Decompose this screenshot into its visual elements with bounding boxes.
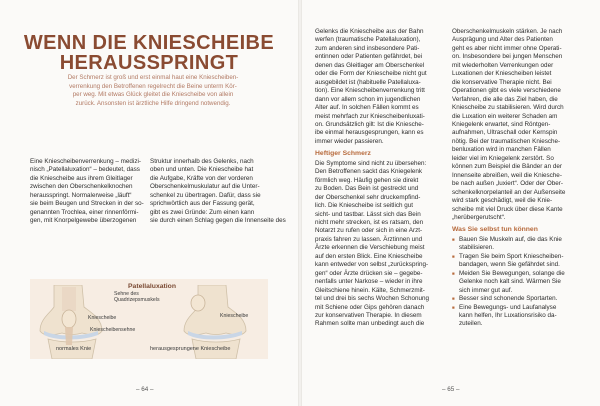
text-line: förmlich weg. Häufig gehen sie direkt: [315, 176, 419, 184]
label-kneecap-dislocated: Kniescheibe: [220, 313, 249, 319]
text-line: herausspringt. Normalerweise „läuft“: [30, 191, 132, 199]
text-line: sicht- und tastbar. Lässt sich das Bein: [315, 210, 421, 218]
text-line: denen das Gleitlager am Oberschenkel: [315, 61, 425, 69]
subheading-selbst-tun: Was Sie selbst tun können: [452, 226, 538, 234]
caption-dislocated-knee: herausgesprungene Kniescheibe: [150, 346, 231, 352]
text-line: mit Schiene oder Gips gehören danach: [315, 303, 425, 311]
text-line: genannten Trochlea, einer rinnenförmi-: [30, 208, 139, 216]
left-column-1: [30, 158, 144, 226]
text-line: be nach außen „luxiert“. Oder der Ober-: [452, 180, 563, 188]
text-line: scheibe mit viel Druck über diese Kante: [452, 205, 563, 213]
intro-line: verrenkung den Betroffenen regelrecht die Beine unterm Kör-: [69, 82, 237, 90]
text-line: Kniegelenk erwartet, sind Röntgen-: [452, 120, 551, 128]
femur-bone: [184, 285, 249, 335]
text-line: sprichwörtlich aus der Fassung gerät,: [150, 200, 255, 208]
text-line: können zum Beispiel die Bänder an der: [452, 163, 562, 171]
text-line: gibt es zwei Gründe: Zum einen kann: [150, 208, 255, 216]
text-line: Den Betroffenen sackt das Kniegelenk: [315, 168, 423, 176]
figure-title: Patellaluxation: [128, 283, 176, 290]
text-line: immer wieder passieren.: [315, 137, 384, 145]
label-kneecap: Kniescheibe: [88, 315, 117, 321]
text-line: on. Grundsätzlich gilt: Ist die Kniesche-: [315, 120, 424, 128]
text-line: tion). Eine Kniescheibenverrenkung tritt: [315, 87, 425, 95]
label-tendon: Sehne des Quadrizepsmuskels: [114, 291, 160, 303]
text-line: dann vor allem schon im jugendlichen: [315, 95, 421, 103]
text-line: Notarzt zu rufen oder sich in eine Arzt-: [315, 227, 423, 235]
text-line: Luxationen der Kniescheiben leistet: [452, 70, 552, 78]
title-line-2: HERAUSSPRINGT: [59, 52, 239, 74]
text-line: lich. Die Kniescheibe ist seitlich gut: [315, 202, 413, 210]
text-line: schenkelknorpelanteil an der Außenseite: [452, 188, 566, 196]
intro-line: Der Schmerz ist groß und erst einmal haut eine Kniescheiben-: [67, 74, 239, 81]
list-item: ■ Eine Bewegungs- und Laufanalyse kann helfen, Ihr Luxationsrisiko da- zuteilen.: [452, 304, 571, 329]
text-line: schenkel zu übertragen. Dafür, dass sie: [150, 191, 261, 199]
text-line: zu Boden. Das Bein ist gestreckt und: [315, 185, 419, 193]
text-line: kann entweder von selbst „zurückspring-: [315, 261, 429, 269]
text-line: wird stark geschädigt, weil die Knie-: [452, 197, 553, 205]
left-column-2: [150, 158, 286, 226]
text-line: nenfalls unter Narkose – wieder in ihre: [315, 278, 423, 286]
text-line: sie durch einen Schlag gegen die Innenseite des: [150, 217, 286, 225]
text-line: nisch „Patellaluxation“ – bedeutet, dass: [30, 166, 140, 174]
right-page: [302, 0, 600, 406]
title-line-1: WENN DIE KNIESCHEIBE: [23, 32, 275, 54]
text-line: Rahmen sollte man unbedingt auch die: [315, 320, 425, 328]
text-line: mit wiederholten Verrenkungen oder: [452, 61, 554, 69]
text-line: die Luxation ein weiterer Schaden am: [452, 112, 558, 120]
text-line: entinnen oder Patienten gefährdet, bei: [315, 53, 423, 61]
page-number-left: – 64 –: [136, 386, 154, 393]
text-line: ausgebildet ist (habituelle Patellaluxa-: [315, 78, 421, 86]
text-line: gen“ oder Ärzte drücken sie – gegebe-: [315, 269, 423, 277]
tendon-shape: [62, 287, 76, 311]
text-line: meist mehrfach zur Kniescheibenluxati-: [315, 112, 425, 120]
page-number-right: – 65 –: [442, 386, 460, 393]
text-line: tel und drei bis sechs Wochen Schonung: [315, 295, 429, 303]
text-line: Ärzte erkennen die Verschiebung meist: [315, 244, 425, 252]
list-item: ■ Tragen Sie beim Sport Kniescheiben- bandagen, wenn Sie gefährdet sind.: [452, 253, 571, 270]
list-item: ■ Meiden Sie Bewegungen, solange die Gelenke noch kalt sind. Wärmen Sie sich immer gut auf.: [452, 270, 571, 295]
text-line: Oberschenkelmuskeln stärken. Je nach: [452, 28, 563, 35]
text-line: zur konservativen Therapie. In diesem: [315, 311, 422, 319]
text-line: sie beim Beugen und Strecken in der so-: [30, 200, 144, 208]
text-line: auf den ersten Blick. Eine Kniescheibe: [315, 252, 423, 260]
text-line: Ausprägung und Alter des Patienten: [452, 36, 553, 44]
text-line: nicht mehr strecken, ist es ratsam, den: [315, 218, 424, 226]
text-line: gen, mit Knorpelgewebe überzogenen: [30, 217, 137, 225]
intro-line: zurück. Ansonsten ist ärztliche Hilfe dringend notwendig.: [75, 100, 231, 108]
text-line: die Kniescheibe aus ihrem Gleitlager: [30, 174, 133, 182]
tips-list: [452, 236, 571, 329]
list-item: ■ Besser sind schonende Sportarten.: [452, 295, 571, 303]
text-line: geht es aber nicht immer ohne Operati-: [452, 44, 562, 52]
text-line: Gelenks die Kniescheibe aus der Bahn: [315, 28, 424, 35]
text-line: ibe einmal herausgesprungen, kann es: [315, 129, 424, 137]
subheading-heftiger-schmerz: Heftiger Schmerz: [315, 150, 371, 158]
text-line: die konservative Therapie nicht. Bei: [452, 78, 552, 86]
kneecap-shape: [62, 310, 76, 328]
text-line: werfen (traumatische Patellaluxation),: [315, 36, 421, 44]
label-kneecap-tendon: Kniescheibensehne: [90, 327, 136, 333]
text-line: Eine Kniescheibenverrenkung – medizi-: [30, 158, 141, 165]
text-line: Operationen gibt es viele verschiedene: [452, 87, 561, 95]
list-item: ■ Bauen Sie Muskeln auf, die das Knie stabilisieren.: [452, 236, 571, 253]
text-line: „herübergerutscht“.: [452, 213, 506, 221]
text-line: zwischen den Oberschenkelknochen: [30, 183, 133, 191]
text-line: die Aufgabe, Kräfte von der vorderen: [150, 174, 253, 182]
caption-normal-knee: normales Knie: [56, 346, 92, 352]
text-line: Struktur innerhalb des Gelenks, nach: [150, 158, 254, 165]
text-line: praxis fahren zu lassen. Ärztinnen und: [315, 235, 423, 243]
text-line: leider viel im Kniegelenk zerstört. So: [452, 154, 554, 162]
text-line: Verfahren, die alle das Ziel haben, die: [452, 95, 558, 103]
text-line: der Oberschenkel sehr druckempfind-: [315, 193, 421, 201]
left-page: [0, 0, 298, 406]
text-line: Innenseite abreißen, weil die Kniesche-: [452, 171, 562, 179]
text-line: aufnahmen, Ultraschall oder Kernspin: [452, 129, 558, 137]
text-line: nötig. Bei der traumatischen Kniesche-: [452, 137, 561, 145]
intro-paragraph: [55, 74, 251, 109]
text-line: oben und unten. Die Kniescheibe hat: [150, 166, 254, 174]
text-line: Alter auf. In solchen Fällen kommt es: [315, 104, 419, 112]
text-line: Gleitschiene hinein. Kälte, Schmerzmit-: [315, 286, 425, 294]
kneecap-tendon-shape: [65, 327, 73, 345]
text-line: Oberschenkelmuskulatur auf die Unter-: [150, 183, 260, 191]
text-line: Die Symptome sind nicht zu übersehen:: [315, 159, 427, 167]
page-title: [0, 33, 298, 73]
text-line: benluxation wird in manchen Fällen: [452, 146, 551, 154]
right-column-2: [452, 28, 571, 329]
text-line: oder die Form der Kniescheibe nicht gut: [315, 70, 427, 78]
kneecap-shape: [191, 295, 205, 311]
intro-line: per weg. Mit etwas Glück gleitet die Kniescheibe von allein: [72, 91, 234, 99]
text-line: zum anderen sind insbesondere Pati-: [315, 44, 420, 52]
right-column-1: [315, 28, 434, 329]
text-line: on. Insbesondere bei jungen Menschen: [452, 53, 563, 61]
text-line: Kniescheibe zu stabilisieren. Wird durch: [452, 104, 564, 112]
